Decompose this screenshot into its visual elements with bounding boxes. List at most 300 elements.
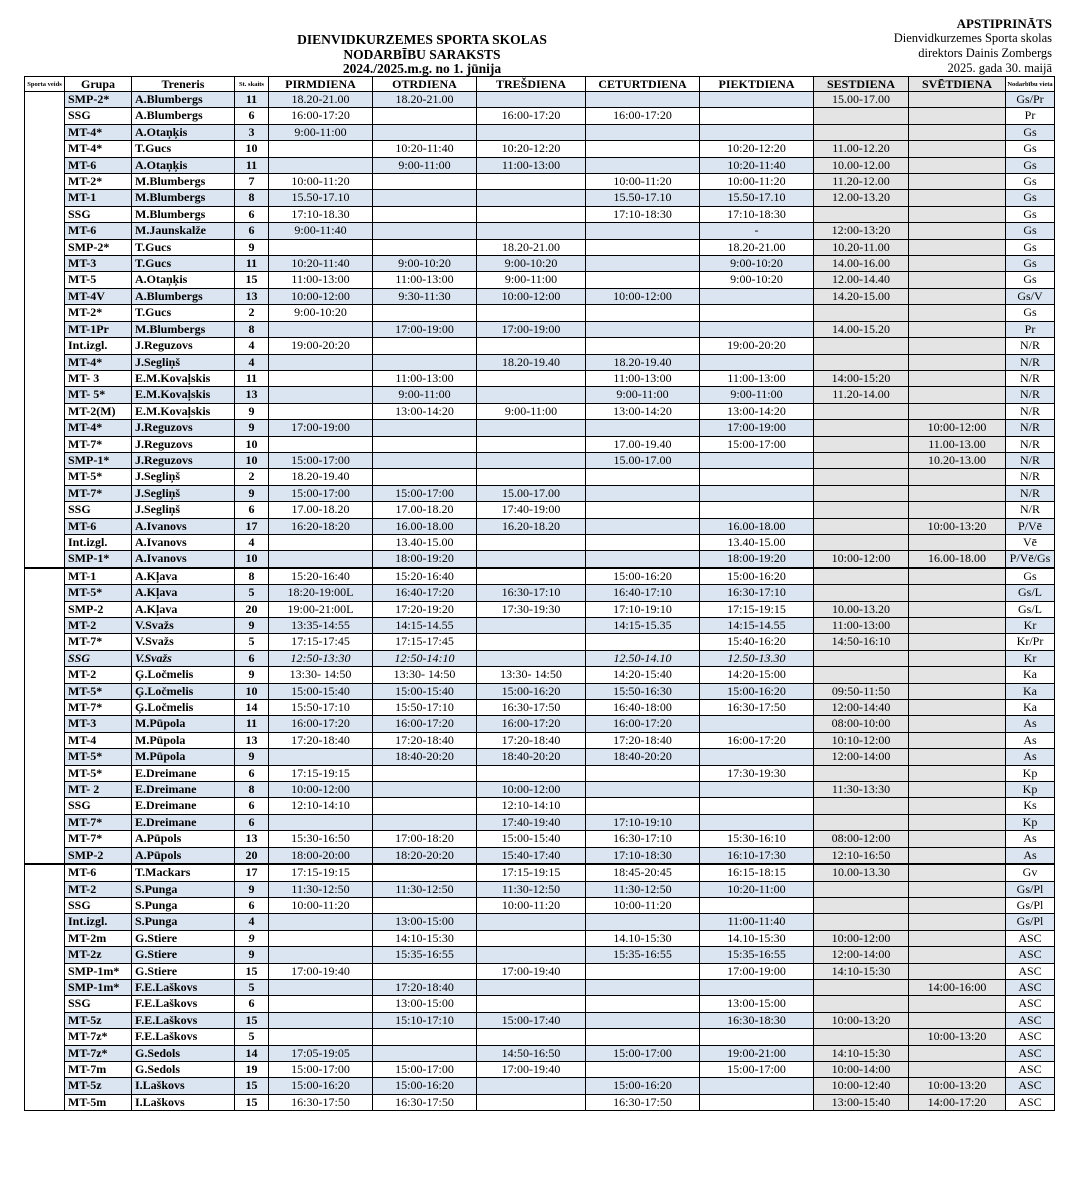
- coach-cell: J.Reguzovs: [132, 452, 235, 468]
- schedule-table: [24, 76, 1055, 1111]
- student-count-cell: 6: [235, 108, 269, 124]
- coach-cell: J.Reguzovs: [132, 420, 235, 436]
- table-row: [25, 206, 1055, 222]
- venue-cell: ASC: [1006, 1061, 1055, 1077]
- time-cell-mon: 17:15-19:15: [269, 765, 373, 781]
- student-count-cell: 5: [235, 585, 269, 601]
- time-cell-thu: [586, 534, 700, 550]
- time-cell-mon: 18.20-19.40: [269, 469, 373, 485]
- coach-cell: T.Mackars: [132, 864, 235, 881]
- time-cell-fri: 13.40-15.00: [700, 534, 814, 550]
- time-cell-sat: [814, 403, 909, 419]
- time-cell-sun: [909, 847, 1006, 864]
- group-cell: MT-4: [65, 732, 132, 748]
- student-count-cell: 20: [235, 847, 269, 864]
- time-cell-sat: 14:10-15:30: [814, 963, 909, 979]
- time-cell-mon: 10:00-12:00: [269, 288, 373, 304]
- time-cell-tue: [373, 452, 477, 468]
- time-cell-sat: [814, 206, 909, 222]
- student-count-cell: 8: [235, 782, 269, 798]
- time-cell-fri: 15:35-16:55: [700, 947, 814, 963]
- time-cell-wed: 17:15-19:15: [477, 864, 586, 881]
- time-cell-tue: 11:00-13:00: [373, 272, 477, 288]
- time-cell-tue: [373, 864, 477, 881]
- time-cell-sat: 15.00-17.00: [814, 92, 909, 108]
- venue-cell: ASC: [1006, 1094, 1055, 1110]
- time-cell-fri: 16.00-18.00: [700, 518, 814, 534]
- time-cell-sun: [909, 256, 1006, 272]
- table-row: [25, 568, 1055, 585]
- group-cell: MT-2*: [65, 174, 132, 190]
- group-cell: MT-2: [65, 618, 132, 634]
- venue-cell: Gs/L: [1006, 601, 1055, 617]
- time-cell-fri: 9:00-10:20: [700, 256, 814, 272]
- time-cell-sun: [909, 585, 1006, 601]
- table-row: [25, 897, 1055, 913]
- time-cell-wed: [477, 305, 586, 321]
- time-cell-sat: 10.00-13.20: [814, 601, 909, 617]
- time-cell-sat: [814, 814, 909, 830]
- time-cell-fri: [700, 782, 814, 798]
- venue-cell: ASC: [1006, 979, 1055, 995]
- time-cell-fri: [700, 1078, 814, 1094]
- time-cell-sat: [814, 305, 909, 321]
- venue-cell: N/R: [1006, 354, 1055, 370]
- coach-cell: F.E.Laškovs: [132, 979, 235, 995]
- time-cell-thu: 15.50-17.10: [586, 190, 700, 206]
- time-cell-thu: [586, 996, 700, 1012]
- group-cell: MT-4*: [65, 124, 132, 140]
- time-cell-sun: [909, 305, 1006, 321]
- group-cell: MT-7z*: [65, 1045, 132, 1061]
- venue-cell: Gs: [1006, 190, 1055, 206]
- time-cell-sun: [909, 1012, 1006, 1028]
- time-cell-thu: [586, 518, 700, 534]
- time-cell-wed: 11:30-12:50: [477, 881, 586, 897]
- table-row: [25, 92, 1055, 108]
- group-cell: MT- 2: [65, 782, 132, 798]
- time-cell-sun: [909, 782, 1006, 798]
- coach-cell: I.Laškovs: [132, 1078, 235, 1094]
- student-count-cell: 4: [235, 914, 269, 930]
- time-cell-sat: [814, 897, 909, 913]
- table-row: [25, 518, 1055, 534]
- time-cell-tue: 12:50-14:10: [373, 650, 477, 666]
- table-row: [25, 1078, 1055, 1094]
- group-cell: MT-1: [65, 568, 132, 585]
- time-cell-fri: 9:00-11:00: [700, 387, 814, 403]
- coach-cell: V.Svažs: [132, 618, 235, 634]
- student-count-cell: 11: [235, 256, 269, 272]
- venue-cell: As: [1006, 732, 1055, 748]
- time-cell-sun: 11.00-13.00: [909, 436, 1006, 452]
- coach-cell: A.Otaņķis: [132, 272, 235, 288]
- time-cell-tue: 16:30-17:50: [373, 1094, 477, 1110]
- table-row: [25, 239, 1055, 255]
- time-cell-fri: 16:15-18:15: [700, 864, 814, 881]
- time-cell-sun: 10:00-13:20: [909, 518, 1006, 534]
- time-cell-sat: 13:00-15:40: [814, 1094, 909, 1110]
- time-cell-wed: 16.20-18.20: [477, 518, 586, 534]
- time-cell-wed: 15:00-16:20: [477, 683, 586, 699]
- time-cell-sat: [814, 502, 909, 518]
- column-header-mon: PIRMDIENA: [269, 77, 373, 92]
- time-cell-mon: 10:00-11:20: [269, 174, 373, 190]
- student-count-cell: 7: [235, 174, 269, 190]
- group-cell: SMP-2*: [65, 239, 132, 255]
- time-cell-sun: [909, 650, 1006, 666]
- column-header-count: St. skaits: [235, 77, 269, 92]
- time-cell-mon: 11:00-13:00: [269, 272, 373, 288]
- time-cell-tue: [373, 765, 477, 781]
- time-cell-wed: 10:00-11:20: [477, 897, 586, 913]
- time-cell-sun: [909, 174, 1006, 190]
- time-cell-sun: [909, 700, 1006, 716]
- table-row: [25, 947, 1055, 963]
- time-cell-mon: [269, 354, 373, 370]
- coach-cell: E.Dreimane: [132, 814, 235, 830]
- time-cell-thu: 9:00-11:00: [586, 387, 700, 403]
- time-cell-sat: [814, 124, 909, 140]
- group-cell: SSG: [65, 206, 132, 222]
- time-cell-wed: 14:50-16:50: [477, 1045, 586, 1061]
- table-row: [25, 963, 1055, 979]
- coach-cell: M.Blumbergs: [132, 206, 235, 222]
- group-cell: MT-7*: [65, 485, 132, 501]
- table-row: [25, 667, 1055, 683]
- time-cell-wed: 12:10-14:10: [477, 798, 586, 814]
- coach-cell: G.Stiere: [132, 930, 235, 946]
- table-row: [25, 864, 1055, 881]
- time-cell-tue: [373, 420, 477, 436]
- time-cell-tue: 15:00-17:00: [373, 485, 477, 501]
- time-cell-thu: 16:30-17:50: [586, 1094, 700, 1110]
- time-cell-sun: [909, 1045, 1006, 1061]
- time-cell-sun: [909, 370, 1006, 386]
- time-cell-mon: 17:10-18.30: [269, 206, 373, 222]
- time-cell-thu: [586, 92, 700, 108]
- sport-label: [25, 92, 65, 568]
- venue-cell: Ka: [1006, 683, 1055, 699]
- time-cell-tue: [373, 124, 477, 140]
- student-count-cell: 6: [235, 765, 269, 781]
- student-count-cell: 10: [235, 551, 269, 568]
- time-cell-fri: 17:15-19:15: [700, 601, 814, 617]
- time-cell-mon: 16:00-17:20: [269, 716, 373, 732]
- venue-cell: Gv: [1006, 864, 1055, 881]
- time-cell-fri: 13:00-14:20: [700, 403, 814, 419]
- coach-cell: T.Gucs: [132, 305, 235, 321]
- group-cell: SSG: [65, 996, 132, 1012]
- time-cell-wed: 17:00-19:40: [477, 1061, 586, 1077]
- coach-cell: G.Stiere: [132, 947, 235, 963]
- time-cell-thu: 16:30-17:10: [586, 831, 700, 847]
- column-header-venue: Nodarbību vieta: [1006, 77, 1055, 92]
- time-cell-wed: 17:40-19:00: [477, 502, 586, 518]
- student-count-cell: 8: [235, 568, 269, 585]
- table-row: [25, 732, 1055, 748]
- column-header-sport: Sporta veids: [25, 77, 65, 92]
- time-cell-thu: [586, 141, 700, 157]
- student-count-cell: 6: [235, 206, 269, 222]
- venue-cell: Ka: [1006, 667, 1055, 683]
- student-count-cell: 13: [235, 732, 269, 748]
- time-cell-thu: 10:00-12:00: [586, 288, 700, 304]
- time-cell-tue: 13:30- 14:50: [373, 667, 477, 683]
- time-cell-sun: 16.00-18.00: [909, 551, 1006, 568]
- schedule-title: [272, 33, 572, 77]
- time-cell-mon: [269, 1012, 373, 1028]
- student-count-cell: 4: [235, 354, 269, 370]
- time-cell-mon: 18.20-21.00: [269, 92, 373, 108]
- venue-cell: N/R: [1006, 502, 1055, 518]
- time-cell-sat: [814, 436, 909, 452]
- time-cell-thu: [586, 157, 700, 173]
- time-cell-tue: 15:35-16:55: [373, 947, 477, 963]
- time-cell-wed: [477, 452, 586, 468]
- time-cell-sat: [814, 765, 909, 781]
- time-cell-fri: 17:00-19:00: [700, 963, 814, 979]
- group-cell: Int.izgl.: [65, 534, 132, 550]
- group-cell: MT-4*: [65, 354, 132, 370]
- time-cell-fri: 17:10-18:30: [700, 206, 814, 222]
- time-cell-mon: 11:30-12:50: [269, 881, 373, 897]
- time-cell-thu: 17:10-19:10: [586, 814, 700, 830]
- time-cell-mon: 9:00-11:00: [269, 124, 373, 140]
- venue-cell: Kp: [1006, 814, 1055, 830]
- venue-cell: N/R: [1006, 403, 1055, 419]
- time-cell-thu: [586, 305, 700, 321]
- time-cell-fri: 15:00-16:20: [700, 568, 814, 585]
- time-cell-sun: [909, 190, 1006, 206]
- column-header-wed: TREŠDIENA: [477, 77, 586, 92]
- time-cell-mon: [269, 551, 373, 568]
- table-row: [25, 354, 1055, 370]
- coach-cell: Ģ.Ločmelis: [132, 700, 235, 716]
- time-cell-mon: [269, 239, 373, 255]
- table-row: [25, 321, 1055, 337]
- group-cell: MT-3: [65, 716, 132, 732]
- venue-cell: N/R: [1006, 436, 1055, 452]
- time-cell-mon: 18:00-20:00: [269, 847, 373, 864]
- student-count-cell: 6: [235, 502, 269, 518]
- student-count-cell: 2: [235, 305, 269, 321]
- time-cell-sat: [814, 518, 909, 534]
- coach-cell: E.Dreimane: [132, 782, 235, 798]
- student-count-cell: 11: [235, 92, 269, 108]
- time-cell-mon: [269, 814, 373, 830]
- time-cell-wed: [477, 534, 586, 550]
- time-cell-sun: [909, 223, 1006, 239]
- time-cell-tue: 18:20-20:20: [373, 847, 477, 864]
- time-cell-mon: [269, 157, 373, 173]
- time-cell-sat: [814, 420, 909, 436]
- time-cell-tue: [373, 1045, 477, 1061]
- table-row: [25, 618, 1055, 634]
- venue-cell: Kr: [1006, 650, 1055, 666]
- time-cell-sun: [909, 749, 1006, 765]
- time-cell-thu: [586, 338, 700, 354]
- venue-cell: Gs: [1006, 157, 1055, 173]
- venue-cell: Gs: [1006, 174, 1055, 190]
- time-cell-wed: 17:30-19:30: [477, 601, 586, 617]
- time-cell-fri: 16:10-17:30: [700, 847, 814, 864]
- group-cell: SMP-1*: [65, 452, 132, 468]
- time-cell-fri: -: [700, 223, 814, 239]
- time-cell-fri: [700, 897, 814, 913]
- venue-cell: Gs: [1006, 223, 1055, 239]
- time-cell-tue: 15:10-17:10: [373, 1012, 477, 1028]
- venue-cell: Gs/Pr: [1006, 92, 1055, 108]
- venue-cell: N/R: [1006, 387, 1055, 403]
- time-cell-tue: 11:30-12:50: [373, 881, 477, 897]
- student-count-cell: 5: [235, 1029, 269, 1045]
- venue-cell: Kr: [1006, 618, 1055, 634]
- time-cell-sat: 10.00-13.30: [814, 864, 909, 881]
- time-cell-sat: 12.00-14.40: [814, 272, 909, 288]
- time-cell-sun: [909, 864, 1006, 881]
- time-cell-wed: 16:30-17:50: [477, 700, 586, 716]
- group-cell: SMP-1m*: [65, 979, 132, 995]
- time-cell-mon: 12:50-13:30: [269, 650, 373, 666]
- table-row: [25, 601, 1055, 617]
- time-cell-mon: [269, 321, 373, 337]
- time-cell-thu: [586, 979, 700, 995]
- time-cell-mon: [269, 141, 373, 157]
- coach-cell: M.Blumbergs: [132, 190, 235, 206]
- time-cell-tue: 13:00-15:00: [373, 914, 477, 930]
- table-row: [25, 452, 1055, 468]
- coach-cell: S.Punga: [132, 897, 235, 913]
- coach-cell: S.Punga: [132, 914, 235, 930]
- time-cell-sun: 14:00-16:00: [909, 979, 1006, 995]
- student-count-cell: 15: [235, 1012, 269, 1028]
- time-cell-tue: [373, 963, 477, 979]
- time-cell-sun: [909, 124, 1006, 140]
- time-cell-sat: 11.20-14.00: [814, 387, 909, 403]
- student-count-cell: 8: [235, 190, 269, 206]
- venue-cell: P/Vē: [1006, 518, 1055, 534]
- time-cell-sat: [814, 485, 909, 501]
- venue-cell: As: [1006, 831, 1055, 847]
- venue-cell: ASC: [1006, 1012, 1055, 1028]
- time-cell-sat: [814, 881, 909, 897]
- group-cell: MT-5*: [65, 683, 132, 699]
- student-count-cell: 11: [235, 716, 269, 732]
- group-cell: MT-6: [65, 223, 132, 239]
- coach-cell: I.Laškovs: [132, 1094, 235, 1110]
- time-cell-wed: [477, 996, 586, 1012]
- time-cell-thu: [586, 798, 700, 814]
- time-cell-thu: [586, 239, 700, 255]
- time-cell-mon: 17:20-18:40: [269, 732, 373, 748]
- time-cell-wed: [477, 914, 586, 930]
- coach-cell: T.Gucs: [132, 141, 235, 157]
- group-cell: MT-3: [65, 256, 132, 272]
- time-cell-tue: 9:00-11:00: [373, 387, 477, 403]
- coach-cell: J.Reguzovs: [132, 436, 235, 452]
- group-cell: MT-2: [65, 881, 132, 897]
- table-row: [25, 1061, 1055, 1077]
- time-cell-sat: [814, 914, 909, 930]
- title-line-3: 2024./2025.m.g. no 1. jūnija: [342, 61, 502, 76]
- coach-cell: M.Pūpola: [132, 732, 235, 748]
- table-row: [25, 436, 1055, 452]
- table-row: [25, 141, 1055, 157]
- venue-cell: N/R: [1006, 469, 1055, 485]
- group-cell: SMP-2: [65, 601, 132, 617]
- venue-cell: ASC: [1006, 1029, 1055, 1045]
- time-cell-thu: 14:15-15.35: [586, 618, 700, 634]
- student-count-cell: 6: [235, 897, 269, 913]
- student-count-cell: 17: [235, 518, 269, 534]
- student-count-cell: 6: [235, 798, 269, 814]
- student-count-cell: 9: [235, 420, 269, 436]
- time-cell-sat: 14.20-15.00: [814, 288, 909, 304]
- time-cell-sun: 10:00-13:20: [909, 1029, 1006, 1045]
- time-cell-tue: 17:00-18:20: [373, 831, 477, 847]
- time-cell-mon: 15.50-17.10: [269, 190, 373, 206]
- time-cell-thu: [586, 963, 700, 979]
- time-cell-sat: 08:00-10:00: [814, 716, 909, 732]
- time-cell-sat: 11:30-13:30: [814, 782, 909, 798]
- venue-cell: Gs: [1006, 141, 1055, 157]
- time-cell-sat: 11.20-12.00: [814, 174, 909, 190]
- time-cell-mon: 19:00-21:00L: [269, 601, 373, 617]
- time-cell-sun: [909, 765, 1006, 781]
- time-cell-fri: [700, 305, 814, 321]
- time-cell-fri: [700, 798, 814, 814]
- time-cell-mon: 17:15-19:15: [269, 864, 373, 881]
- time-cell-fri: 11:00-13:00: [700, 370, 814, 386]
- time-cell-sun: 10:00-12:00: [909, 420, 1006, 436]
- time-cell-tue: [373, 108, 477, 124]
- approval-block: [894, 16, 1052, 76]
- time-cell-thu: [586, 551, 700, 568]
- venue-cell: Vē: [1006, 534, 1055, 550]
- time-cell-mon: 10:00-11:20: [269, 897, 373, 913]
- column-header-thu: CETURTDIENA: [586, 77, 700, 92]
- time-cell-fri: 15:00-17:00: [700, 436, 814, 452]
- table-row: [25, 914, 1055, 930]
- time-cell-thu: [586, 634, 700, 650]
- coach-cell: S.Punga: [132, 881, 235, 897]
- time-cell-wed: [477, 1094, 586, 1110]
- time-cell-thu: [586, 256, 700, 272]
- time-cell-tue: 13.40-15.00: [373, 534, 477, 550]
- time-cell-thu: [586, 420, 700, 436]
- time-cell-wed: [477, 370, 586, 386]
- group-cell: MT-2*: [65, 305, 132, 321]
- time-cell-sat: [814, 585, 909, 601]
- column-header-fri: PIEKTDIENA: [700, 77, 814, 92]
- venue-cell: Gs/Pl: [1006, 881, 1055, 897]
- coach-cell: E.M.Kovaļskis: [132, 387, 235, 403]
- group-cell: MT-6: [65, 518, 132, 534]
- student-count-cell: 15: [235, 272, 269, 288]
- student-count-cell: 13: [235, 831, 269, 847]
- venue-cell: ASC: [1006, 963, 1055, 979]
- group-cell: SSG: [65, 650, 132, 666]
- coach-cell: E.M.Kovaļskis: [132, 403, 235, 419]
- time-cell-tue: 10:20-11:40: [373, 141, 477, 157]
- time-cell-wed: [477, 223, 586, 239]
- coach-cell: V.Svažs: [132, 650, 235, 666]
- student-count-cell: 4: [235, 338, 269, 354]
- time-cell-mon: 9:00-10:20: [269, 305, 373, 321]
- time-cell-thu: [586, 1012, 700, 1028]
- time-cell-thu: 17:10-18:30: [586, 847, 700, 864]
